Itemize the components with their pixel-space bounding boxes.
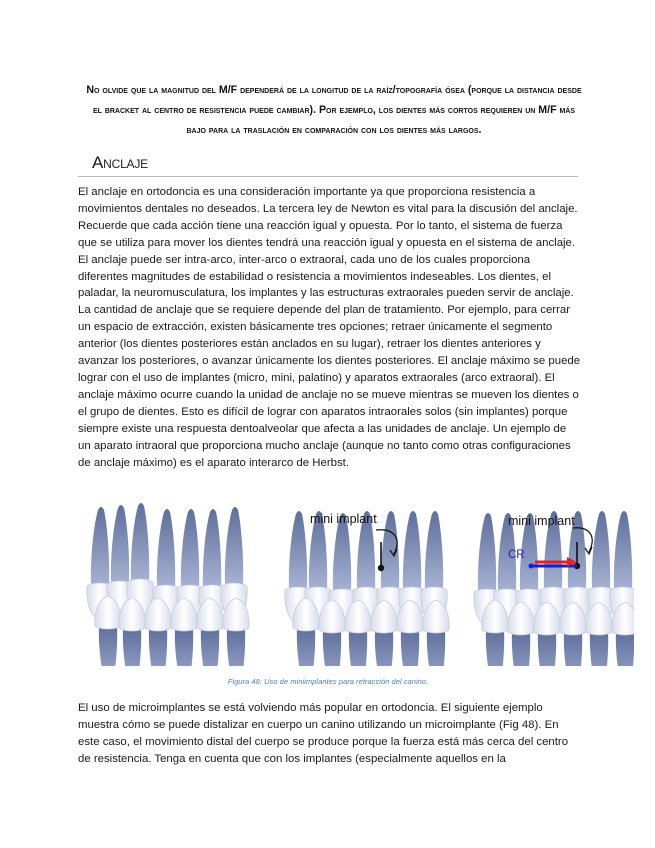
section-heading: Anclaje bbox=[92, 153, 148, 172]
mini-implant-label-1: mini implant bbox=[310, 512, 377, 526]
figure-caption: Figura 48: Uso de miniimplantes para retracción del canino. bbox=[227, 677, 429, 686]
teeth-panel-2 bbox=[285, 511, 449, 666]
teeth-panel-1 bbox=[87, 503, 249, 666]
clinical-note: No olvide que la magnitud del M/F dependerá de la longitud de la raíz/topografía ósea (porque la distancia desde el bracket al centro de resistencia puede cambiar). Por ejemplo, los dientes más cortos requieren un M/F más bajo para la traslación en comparación con los dientes más largos. bbox=[86, 84, 582, 136]
microimplant-paragraph: El uso de microimplantes se está volviendo más popular en ortodoncia. El siguiente ejemplo muestra cómo se puede distalizar en cuerpo un canino utilizando un microimplante (Fig 48). En este caso, el movimiento distal del cuerpo se produce porque la fuerza está más cerca del centro de resistencia. Tenga en cuenta que con los implantes (especialmente aquellos en la bbox=[78, 702, 569, 765]
teeth-panel-3 bbox=[474, 511, 634, 666]
figure-48-illustration bbox=[78, 498, 634, 666]
anchorage-paragraph: El anclaje en ortodoncia es una consideración importante ya que proporciona resistencia a movimientos dentales no deseados. La tercera ley de Newton es vital para la discusión del anclaje. Recuerde que cada acción tiene una reacción igual y opuesta. Por lo tanto, el sistema de fuerza que se utiliza para mover los dientes tendrá una reacción igual y opuesta en el sistema de anclaje. El anclaje puede ser intra-arco, inter-arco o extraoral, cada uno de los cuales proporciona diferentes magnitudes de estabilidad o resistencia a movimientos indeseables. Los dientes, el paladar, la neuromusculatura, los implantes y las estructuras extraorales pueden servir de anclaje. La cantidad de anclaje que se requiere depende del plan de tratamiento. Por ejemplo, para cerrar un espacio de extracción, existen básicamente tres opciones; retraer únicamente el segmento anterior (los dientes posteriores están anclados en su lugar), retraer los dientes anteriores y avanzar los posteriores, o avanzar únicamente los dientes posteriores. El anclaje máximo se puede lograr con el uso de implantes (micro, mini, palatino) y aparatos extraorales (arco extraoral). El anclaje máximo ocurre cuando la unidad de anclaje no se mueve mientras se mueven los dientes o el grupo de dientes. Esto es difícil de lograr con aparatos intraorales solos (sin implantes) porque siempre existe una respuesta dentoalveolar que afecta a las unidades de anclaje. Un ejemplo de un aparato intraoral que proporciona mucho anclaje (aunque no tanto como otras configuraciones de anclaje máximo) es el aparato interarco de Herbst. bbox=[78, 186, 581, 469]
cr-label: CR bbox=[508, 549, 525, 561]
mini-implant-label-2: mini implant bbox=[508, 514, 575, 528]
heading-divider bbox=[78, 176, 578, 177]
